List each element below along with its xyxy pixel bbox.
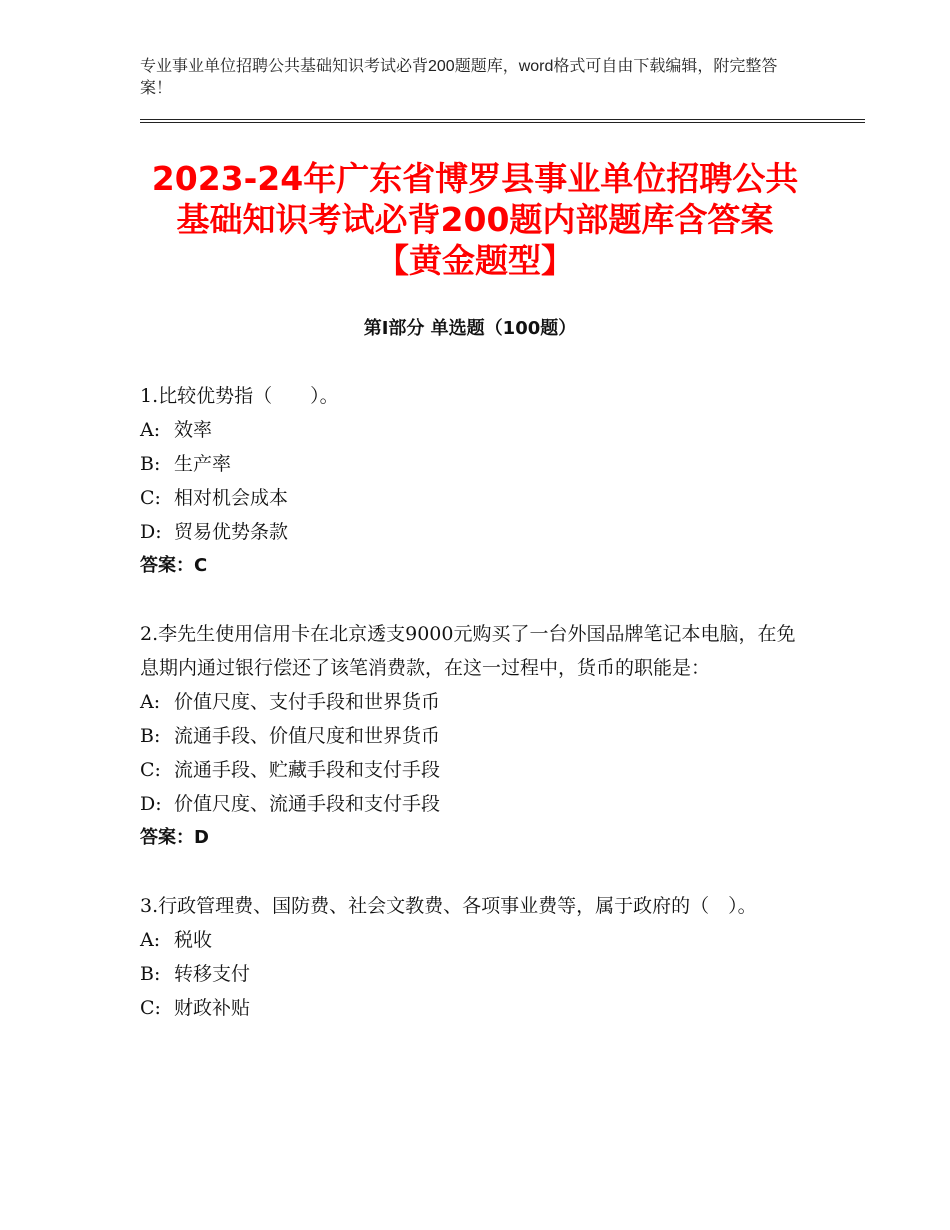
option-c <box>140 991 810 1025</box>
divider-line <box>140 122 865 123</box>
option-d <box>140 515 810 549</box>
option-key: A: <box>140 419 161 441</box>
answer-line <box>140 821 810 855</box>
document-title-line-2: 基础知识考试必背200题内部题库含答案 <box>176 200 774 239</box>
document-title-line-1: 2023-24年广东省博罗县事业单位招聘公共 <box>151 159 799 198</box>
option-a <box>140 685 810 719</box>
option-d <box>140 787 810 821</box>
question-1 <box>140 379 810 583</box>
option-text: 效率 <box>174 419 213 441</box>
document-header-note: 专业事业单位招聘公共基础知识考试必背200题题库，word格式可自由下载编辑，附完整答案！ <box>140 58 778 97</box>
option-key: D: <box>140 521 162 543</box>
option-b <box>140 447 810 481</box>
option-a <box>140 413 810 447</box>
question-stem: 3.行政管理费、国防费、社会文教费、各项事业费等，属于政府的（ ）。 <box>140 895 757 917</box>
option-key: B: <box>140 963 161 985</box>
question-2 <box>140 617 810 855</box>
section-title: 第Ⅰ部分 单选题（100题） <box>363 318 577 339</box>
option-text: 转移支付 <box>174 963 251 985</box>
answer-value: C <box>194 555 208 576</box>
option-key: D: <box>140 793 162 815</box>
option-text: 生产率 <box>174 453 232 475</box>
answer-value: D <box>194 827 209 848</box>
option-c <box>140 481 810 515</box>
question-stem: 1.比较优势指（ ）。 <box>140 385 339 407</box>
question-3 <box>140 889 810 1025</box>
option-key: B: <box>140 453 161 475</box>
option-key: B: <box>140 725 161 747</box>
option-key: C: <box>140 997 161 1019</box>
option-text: 财政补贴 <box>174 997 251 1019</box>
document-title <box>110 158 840 281</box>
option-text: 相对机会成本 <box>174 487 289 509</box>
option-text: 流通手段、价值尺度和世界货币 <box>174 725 441 747</box>
answer-label: 答案： <box>140 555 194 576</box>
option-key: C: <box>140 759 161 781</box>
option-text: 流通手段、贮藏手段和支付手段 <box>174 759 441 781</box>
question-list <box>140 379 810 1059</box>
document-title-line-3: 【黄金题型】 <box>376 241 574 280</box>
option-c <box>140 753 810 787</box>
divider-line <box>140 119 865 120</box>
option-key: C: <box>140 487 161 509</box>
option-key: A: <box>140 691 161 713</box>
answer-label: 答案： <box>140 827 194 848</box>
header-divider <box>140 119 865 125</box>
option-b <box>140 957 810 991</box>
answer-line <box>140 549 810 583</box>
option-text: 价值尺度、支付手段和世界货币 <box>174 691 441 713</box>
question-stem: 2.李先生使用信用卡在北京透支9000元购买了一台外国品牌笔记本电脑，在免息期内通过银行偿还了该笔消费款，在这一过程中，货币的职能是： <box>140 623 796 679</box>
option-text: 税收 <box>174 929 213 951</box>
option-a <box>140 923 810 957</box>
option-text: 价值尺度、流通手段和支付手段 <box>174 793 441 815</box>
option-key: A: <box>140 929 161 951</box>
option-text: 贸易优势条款 <box>174 521 289 543</box>
option-b <box>140 719 810 753</box>
